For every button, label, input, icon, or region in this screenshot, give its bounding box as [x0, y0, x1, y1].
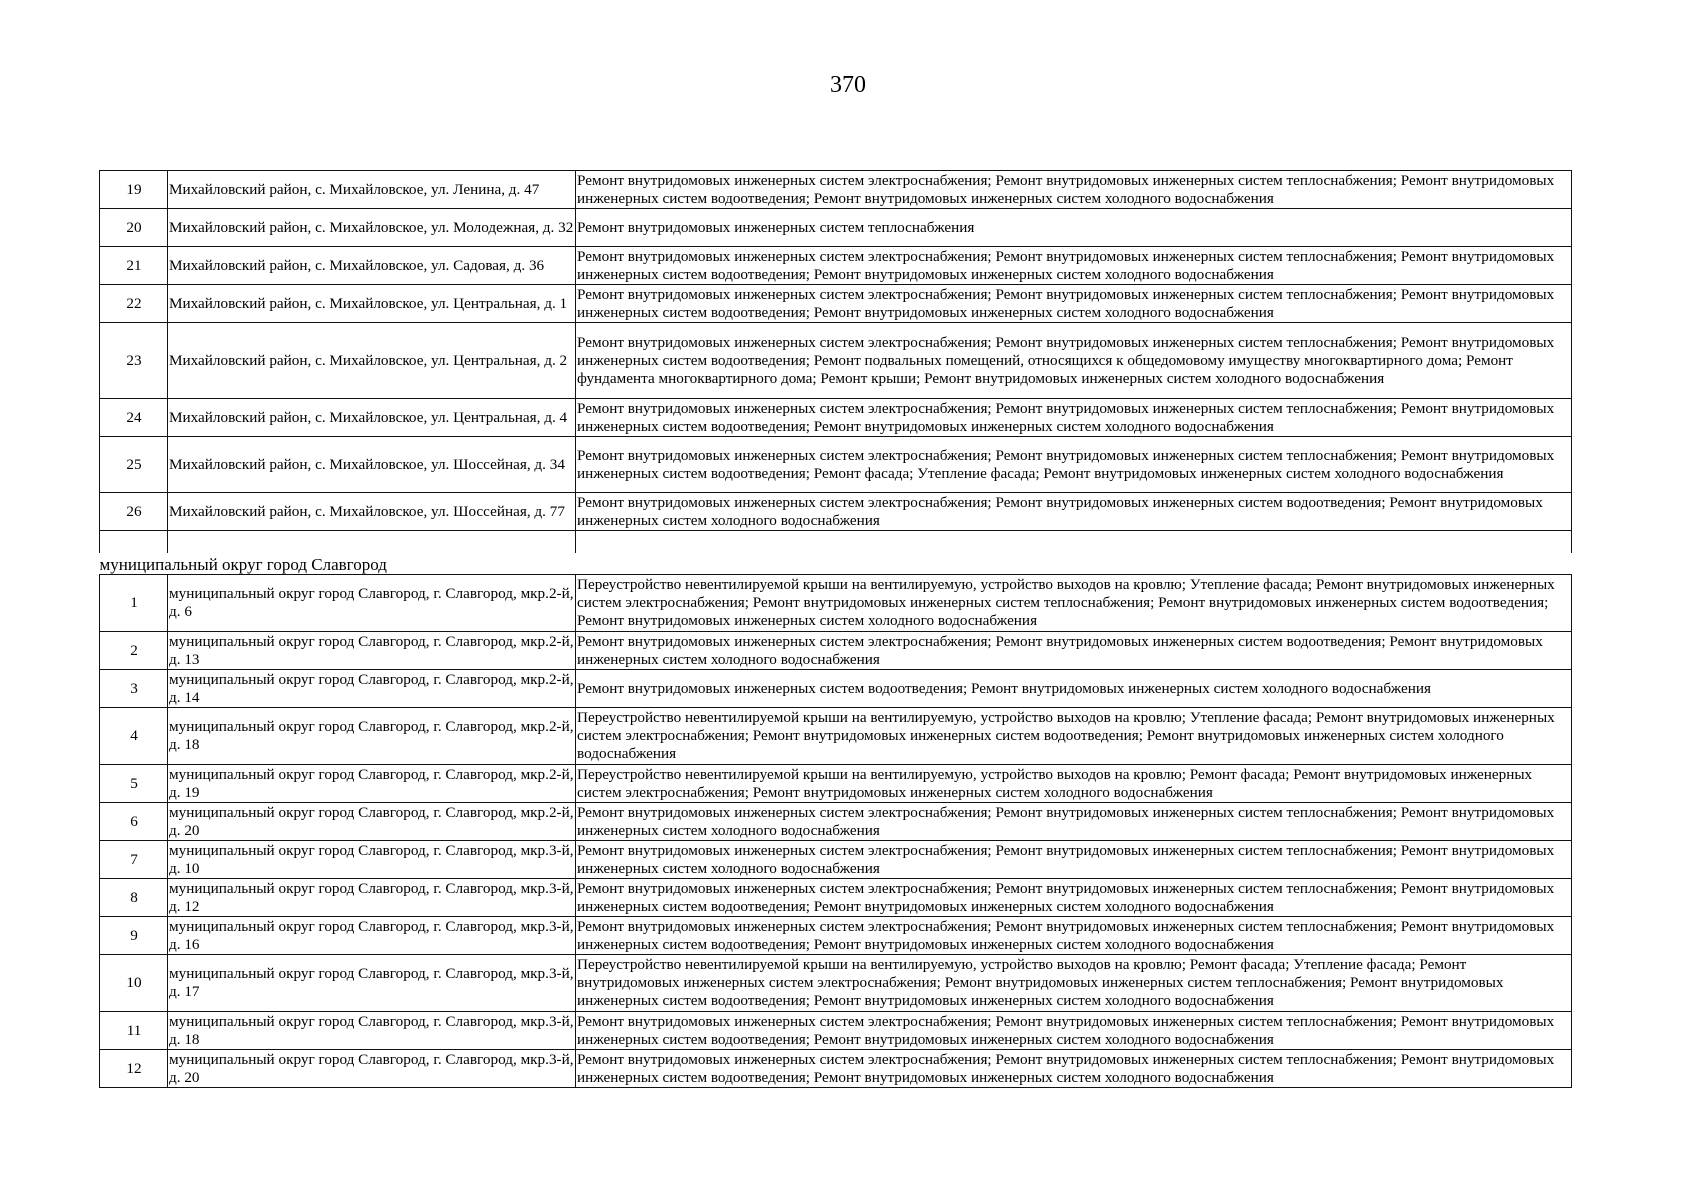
table-row: [100, 285, 1572, 323]
row-number: 23: [100, 323, 168, 399]
row-works: Ремонт внутридомовых инженерных систем водоотведения; Ремонт внутридомовых инженерных систем холодного водоснабжения: [576, 670, 1572, 708]
spacer-cell: [576, 531, 1572, 554]
row-address: муниципальный округ город Славгород, г. Славгород, мкр.3-й, д. 17: [168, 955, 576, 1012]
table-row: [100, 171, 1572, 209]
row-address: муниципальный округ город Славгород, г. Славгород, мкр.3-й, д. 16: [169, 917, 574, 953]
row-works: Ремонт внутридомовых инженерных систем электроснабжения; Ремонт внутридомовых инженерных систем теплоснабжения; Ремонт внутридомовых инженерных систем водоотведения; Ремонт внутридомовых инженерных систем холодного водоснабжения: [576, 285, 1572, 323]
table-row: [100, 437, 1572, 493]
row-works: Ремонт внутридомовых инженерных систем электроснабжения; Ремонт внутридомовых инженерных систем водоотведения; Ремонт внутридомовых инженерных систем холодного водоснабжения: [576, 632, 1572, 670]
row-works: Ремонт внутридомовых инженерных систем электроснабжения; Ремонт внутридомовых инженерных систем теплоснабжения; Ремонт внутридомовых инженерных систем водоотведения; Ремонт внутридомовых инженерных систем холодного водоснабжения: [576, 1012, 1572, 1050]
row-address: муниципальный округ город Славгород, г. Славгород, мкр.2-й, д. 14: [169, 670, 574, 706]
table-row: [100, 670, 1572, 708]
table-row: [100, 955, 1572, 1012]
table-row: [100, 399, 1572, 437]
row-works: Ремонт внутридомовых инженерных систем электроснабжения; Ремонт внутридомовых инженерных систем теплоснабжения; Ремонт внутридомовых инженерных систем водоотведения; Ремонт внутридомовых инженерных систем холодного водоснабжения: [576, 247, 1572, 285]
section-heading-row: [100, 553, 1572, 575]
row-number: 7: [100, 841, 168, 879]
row-works: Ремонт внутридомовых инженерных систем электроснабжения; Ремонт внутридомовых инженерных систем водоотведения; Ремонт внутридомовых инженерных систем холодного водоснабжения: [576, 493, 1572, 531]
row-address: Михайловский район, с. Михайловское, ул. Центральная, д. 4: [168, 399, 576, 437]
row-works: Ремонт внутридомовых инженерных систем электроснабжения; Ремонт внутридомовых инженерных систем теплоснабжения; Ремонт внутридомовых инженерных систем водоотведения; Ремонт внутридомовых инженерных систем холодного водоснабжения: [576, 399, 1572, 437]
row-address: Михайловский район, с. Михайловское, ул. Центральная, д. 1: [168, 285, 576, 323]
row-works: Переустройство невентилируемой крыши на вентилируемую, устройство выходов на кровлю; Ремонт фасада; Ремонт внутридомовых инженерных систем электроснабжения; Ремонт внутридомовых инженерных систем холодного водоснабжения: [576, 765, 1572, 803]
table-row: [100, 493, 1572, 531]
row-address: муниципальный округ город Славгород, г. Славгород, мкр.2-й, д. 18: [168, 708, 576, 765]
table-row: [100, 209, 1572, 247]
row-number: 24: [100, 399, 168, 437]
row-number: 19: [100, 171, 168, 209]
row-works: Ремонт внутридомовых инженерных систем электроснабжения; Ремонт внутридомовых инженерных систем теплоснабжения; Ремонт внутридомовых инженерных систем водоотведения; Ремонт внутридомовых инженерных систем холодного водоснабжения: [576, 171, 1572, 209]
row-address: муниципальный округ город Славгород, г. Славгород, мкр.2-й, д. 13: [169, 632, 574, 668]
row-works: Ремонт внутридомовых инженерных систем электроснабжения; Ремонт внутридомовых инженерных систем теплоснабжения; Ремонт внутридомовых инженерных систем холодного водоснабжения: [576, 803, 1572, 841]
table-row: [100, 632, 1572, 670]
row-works: Переустройство невентилируемой крыши на вентилируемую, устройство выходов на кровлю; Утепление фасада; Ремонт внутридомовых инженерных систем электроснабжения; Ремонт внутридомовых инженерных систем водоотведения; Ремонт внутридомовых инженерных систем холодного водоснабжения: [576, 708, 1572, 765]
row-number: 12: [100, 1050, 168, 1088]
table-row: [100, 879, 1572, 917]
row-number: 25: [100, 437, 168, 493]
row-works: Ремонт внутридомовых инженерных систем теплоснабжения: [576, 209, 1572, 247]
row-number: 21: [100, 247, 168, 285]
table-row: [100, 323, 1572, 399]
row-number: 5: [100, 765, 168, 803]
row-address: муниципальный округ город Славгород, г. Славгород, мкр.2-й, д. 19: [169, 765, 574, 801]
row-address: муниципальный округ город Славгород, г. Славгород, мкр.2-й, д. 6: [168, 575, 576, 632]
row-address: Михайловский район, с. Михайловское, ул. Ленина, д. 47: [168, 171, 576, 209]
row-works: Ремонт внутридомовых инженерных систем электроснабжения; Ремонт внутридомовых инженерных систем теплоснабжения; Ремонт внутридомовых инженерных систем водоотведения; Ремонт внутридомовых инженерных систем холодного водоснабжения: [576, 1050, 1572, 1088]
row-address: муниципальный округ город Славгород, г. Славгород, мкр.3-й, д. 18: [169, 1012, 574, 1048]
row-works: Ремонт внутридомовых инженерных систем электроснабжения; Ремонт внутридомовых инженерных систем теплоснабжения; Ремонт внутридомовых инженерных систем водоотведения; Ремонт внутридомовых инженерных систем холодного водоснабжения: [576, 879, 1572, 917]
row-number: 10: [100, 955, 168, 1012]
row-address: муниципальный округ город Славгород, г. Славгород, мкр.3-й, д. 12: [169, 879, 574, 915]
page-number: 370: [830, 72, 866, 98]
row-number: 1: [100, 575, 168, 632]
table-row: [100, 917, 1572, 955]
row-address: муниципальный округ город Славгород, г. Славгород, мкр.3-й, д. 10: [169, 841, 574, 877]
spacer-cell: [168, 531, 576, 554]
row-number: 2: [100, 632, 168, 670]
table-row: [100, 1050, 1572, 1088]
row-number: 8: [100, 879, 168, 917]
section-title: муниципальный округ город Славгород: [100, 553, 1572, 575]
table-row: [100, 1012, 1572, 1050]
table-row: [100, 247, 1572, 285]
row-works: Переустройство невентилируемой крыши на вентилируемую, устройство выходов на кровлю; Ремонт фасада; Утепление фасада; Ремонт внутридомовых инженерных систем электроснабжения; Ремонт внутридомовых инженерных систем теплоснабжения; Ремонт внутридомовых инженерных систем водоотведения; Ремонт внутридомовых инженерных систем холодного водоснабжения: [576, 955, 1572, 1012]
spacer-cell: [100, 531, 168, 554]
row-address: Михайловский район, с. Михайловское, ул. Молодежная, д. 32: [168, 209, 576, 247]
row-works: Ремонт внутридомовых инженерных систем электроснабжения; Ремонт внутридомовых инженерных систем теплоснабжения; Ремонт внутридомовых инженерных систем холодного водоснабжения: [576, 841, 1572, 879]
table-row: [100, 575, 1572, 632]
row-number: 4: [100, 708, 168, 765]
row-address: Михайловский район, с. Михайловское, ул. Шоссейная, д. 34: [168, 437, 576, 493]
row-works: Ремонт внутридомовых инженерных систем электроснабжения; Ремонт внутридомовых инженерных систем теплоснабжения; Ремонт внутридомовых инженерных систем водоотведения; Ремонт фасада; Утепление фасада; Ремонт внутридомовых инженерных систем холодного водоснабжения: [576, 437, 1572, 493]
section-spacer: [100, 531, 1572, 554]
row-number: 26: [100, 493, 168, 531]
row-address: муниципальный округ город Славгород, г. Славгород, мкр.2-й, д. 20: [169, 803, 574, 839]
row-address: Михайловский район, с. Михайловское, ул. Центральная, д. 2: [168, 323, 576, 399]
row-works: Ремонт внутридомовых инженерных систем электроснабжения; Ремонт внутридомовых инженерных систем теплоснабжения; Ремонт внутридомовых инженерных систем водоотведения; Ремонт подвальных помещений, относящихся к общедомовому имуществу многоквартирного дома; Ремонт фундамента многоквартирного дома; Ремонт крыши; Ремонт внутридомовых инженерных систем холодного водоснабжения: [576, 323, 1572, 399]
row-address: муниципальный округ город Славгород, г. Славгород, мкр.3-й, д. 20: [169, 1050, 574, 1086]
table-row: [100, 708, 1572, 765]
row-address: Михайловский район, с. Михайловское, ул. Шоссейная, д. 77: [168, 493, 576, 531]
row-number: 22: [100, 285, 168, 323]
row-number: 3: [100, 670, 168, 708]
row-number: 11: [100, 1012, 168, 1050]
row-number: 20: [100, 209, 168, 247]
row-number: 9: [100, 917, 168, 955]
table-row: [100, 765, 1572, 803]
repair-registry-table: [99, 170, 1572, 1088]
row-number: 6: [100, 803, 168, 841]
row-address: Михайловский район, с. Михайловское, ул. Садовая, д. 36: [168, 247, 576, 285]
table-row: [100, 803, 1572, 841]
row-works: Ремонт внутридомовых инженерных систем электроснабжения; Ремонт внутридомовых инженерных систем теплоснабжения; Ремонт внутридомовых инженерных систем водоотведения; Ремонт внутридомовых инженерных систем холодного водоснабжения: [576, 917, 1572, 955]
table-row: [100, 841, 1572, 879]
row-works: Переустройство невентилируемой крыши на вентилируемую, устройство выходов на кровлю; Утепление фасада; Ремонт внутридомовых инженерных систем электроснабжения; Ремонт внутридомовых инженерных систем теплоснабжения; Ремонт внутридомовых инженерных систем водоотведения; Ремонт внутридомовых инженерных систем холодного водоснабжения: [576, 575, 1572, 632]
